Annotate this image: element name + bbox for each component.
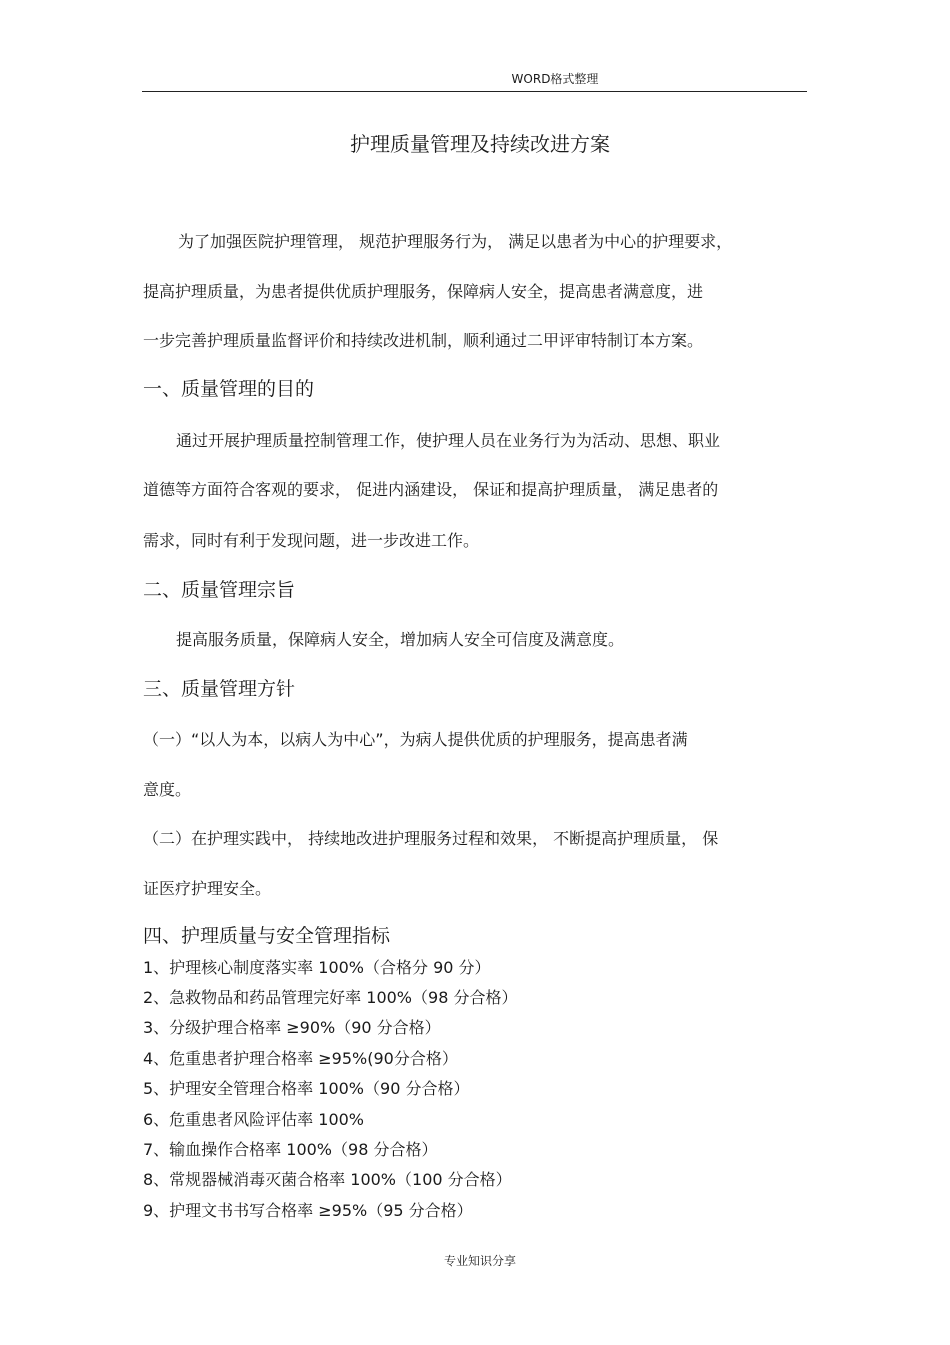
section-1-line-2: 道德等方面符合客观的要求， 促进内涵建设， 保证和提高护理质量， 满足患者的 (143, 480, 719, 499)
section-3-heading: 三、质量管理方针 (143, 678, 296, 700)
indicator-item: 7、输血操作合格率 100%（98 分合格） (143, 1140, 438, 1159)
section-1-line-1: 通过开展护理质量控制管理工作，使护理人员在业务行为为活动、思想、职业 (176, 431, 721, 450)
header-divider (142, 91, 807, 92)
indicator-item: 8、常规器械消毒灭菌合格率 100%（100 分合格） (143, 1170, 512, 1189)
section-2-heading: 二、质量管理宗旨 (143, 579, 296, 601)
page-footer: 专业知识分享 (443, 1254, 516, 1268)
indicator-item: 3、分级护理合格率 ≥90%（90 分合格） (143, 1018, 441, 1037)
indicator-item: 1、护理核心制度落实率 100%（合格分 90 分） (143, 958, 491, 977)
indicator-item: 6、危重患者风险评估率 100% (143, 1110, 365, 1129)
indicator-item: 5、护理安全管理合格率 100%（90 分合格） (143, 1079, 470, 1098)
section-3-line-4: 证医疗护理安全。 (143, 879, 272, 898)
section-3-line-3: （二）在护理实践中， 持续地改进护理服务过程和效果， 不断提高护理质量， 保 (143, 829, 719, 848)
section-3-line-1: （一）“以人为本，以病人为中心”，为病人提供优质的护理服务，提高患者满 (143, 730, 688, 749)
section-1-line-3: 需求，同时有利于发现问题，进一步改进工作。 (143, 531, 480, 550)
intro-line-2: 提高护理质量，为患者提供优质护理服务，保障病人安全，提高患者满意度，进 (143, 282, 704, 301)
intro-line-3: 一步完善护理质量监督评价和持续改进机制，顺利通过二甲评审特制订本方案。 (143, 331, 704, 350)
page-header: WORD格式整理 (511, 72, 599, 86)
indicator-item: 9、护理文书书写合格率 ≥95%（95 分合格） (143, 1201, 473, 1220)
intro-line-1: 为了加强医院护理管理， 规范护理服务行为， 满足以患者为中心的护理要求， (178, 232, 733, 251)
section-1-heading: 一、质量管理的目的 (143, 378, 315, 400)
document-title: 护理质量管理及持续改进方案 (350, 132, 610, 156)
section-2-line-1: 提高服务质量，保障病人安全，增加病人安全可信度及满意度。 (176, 630, 625, 649)
section-4-heading: 四、护理质量与安全管理指标 (143, 925, 391, 947)
indicator-item: 2、急救物品和药品管理完好率 100%（98 分合格） (143, 988, 518, 1007)
section-3-line-2: 意度。 (143, 780, 192, 799)
indicator-item: 4、危重患者护理合格率 ≥95%(90分合格） (143, 1049, 458, 1068)
